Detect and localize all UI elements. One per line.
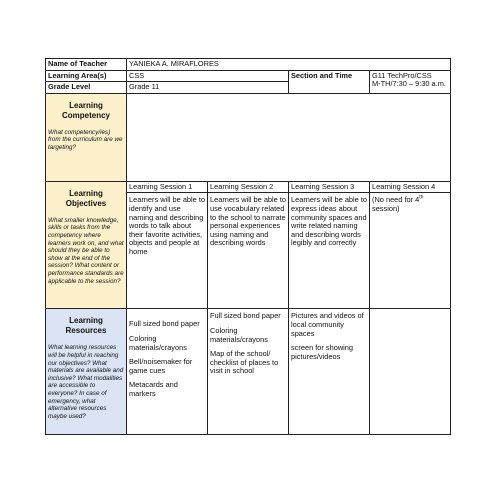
objectives-question: What smaller knowledge, skills or tasks from the competency where learners work on, and what should they be able to show at the end of the session? What content or performance standards are applicable to the session?	[48, 216, 124, 285]
resource-item: Full sized bond paper	[210, 311, 281, 321]
resources-header-cell	[46, 309, 127, 435]
grade-level-label: Grade Level	[46, 82, 127, 94]
section-time-value	[370, 70, 451, 93]
resources-row	[46, 309, 451, 435]
session-3-header: Learning Session 3	[289, 181, 370, 193]
learning-area-label: Learning Area(s)	[46, 70, 127, 82]
objective-session-3: Learners will be able to express ideas about community spaces and write related naming and describing words legibly and correctly	[289, 193, 370, 309]
objective-session-4: (No need for 4th session)	[370, 193, 451, 309]
section-line-2: M-TH/7:30 – 9:30 a.m.	[372, 79, 446, 89]
objective-session-2: Learners will be able to use vocabulary related to the school to narrate personal experiences using naming and describing words	[208, 193, 289, 309]
resources-session-2	[208, 309, 289, 435]
competency-question: What competency/ies) from the curriculum are we targeting?	[48, 128, 123, 151]
teacher-row	[46, 59, 451, 71]
session-1-header: Learning Session 1	[127, 181, 208, 193]
teacher-label: Name of Teacher	[46, 59, 127, 71]
session-2-header: Learning Session 2	[208, 181, 289, 193]
resource-item: Bell/noisemaker for game cues	[129, 357, 193, 375]
resources-session-4	[370, 309, 451, 435]
resource-item: Coloring materials/crayons	[129, 333, 187, 352]
lesson-plan-table	[45, 58, 451, 435]
resources-question: What learning resources will be helpful in reaching our objectives? What materials are available and inclusive? What modalities are accessible to everyone? In case of emergency, what alternative resources maybe used?	[48, 344, 124, 420]
objective-session-1: Learners will be able to identify and use naming and describing words to talk about their favorite activities, objects and people at home	[127, 193, 208, 309]
resource-item: Map of the school/ checklist of places to visit in school	[210, 349, 279, 376]
objectives-header-cell	[46, 181, 127, 309]
resources-title: Learning Resources	[65, 316, 107, 336]
resource-item: screen for showing pictures/videos	[291, 343, 354, 361]
competency-row	[46, 93, 451, 181]
teacher-value: YANIEKA A. MIRAFLORES	[127, 59, 451, 71]
resources-session-1	[127, 309, 208, 435]
objectives-title: Learning Objectives	[65, 188, 107, 208]
resource-item: Pictures and videos of local community spaces	[291, 311, 364, 338]
session-header-row	[46, 181, 451, 193]
section-line-1: G11 TechPro/CSS	[372, 70, 432, 80]
grade-level-value: Grade 11	[127, 82, 289, 94]
learning-area-row	[46, 70, 451, 82]
competency-content	[127, 93, 451, 181]
resource-item: Metacards and markers	[129, 380, 178, 398]
resource-item: Coloring materials/crayons	[210, 325, 268, 344]
session-4-header: Learning Session 4	[370, 181, 451, 193]
resource-item: Full sized bond paper	[129, 319, 200, 329]
competency-title: Learning Competency	[61, 100, 110, 120]
resources-session-3	[289, 309, 370, 435]
competency-header-cell	[46, 93, 127, 181]
learning-area-value: CSS	[127, 70, 289, 82]
section-time-label: Section and Time	[289, 70, 370, 93]
